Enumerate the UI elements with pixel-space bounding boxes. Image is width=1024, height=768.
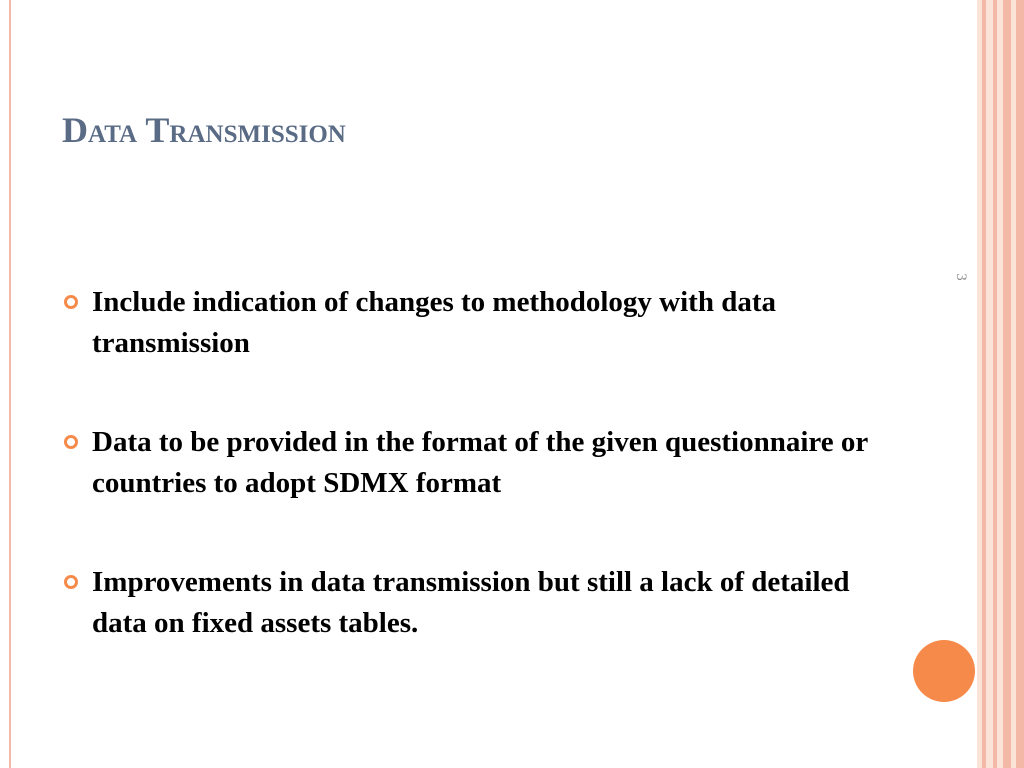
ring-bullet-icon (64, 295, 78, 309)
bullet-text: Include indication of changes to methodology with data transmission (92, 286, 776, 359)
orange-circle-decoration (913, 640, 975, 702)
page-number: 3 (953, 273, 969, 281)
slide-title: Data Transmission (62, 110, 346, 150)
bullet-text: Improvements in data transmission but still a lack of detailed data on fixed assets tables. (92, 566, 850, 639)
ring-bullet-icon (64, 575, 78, 589)
bullet-text: Data to be provided in the format of the given questionnaire or countries to adopt SDMX format (92, 426, 868, 499)
ring-bullet-icon (64, 435, 78, 449)
